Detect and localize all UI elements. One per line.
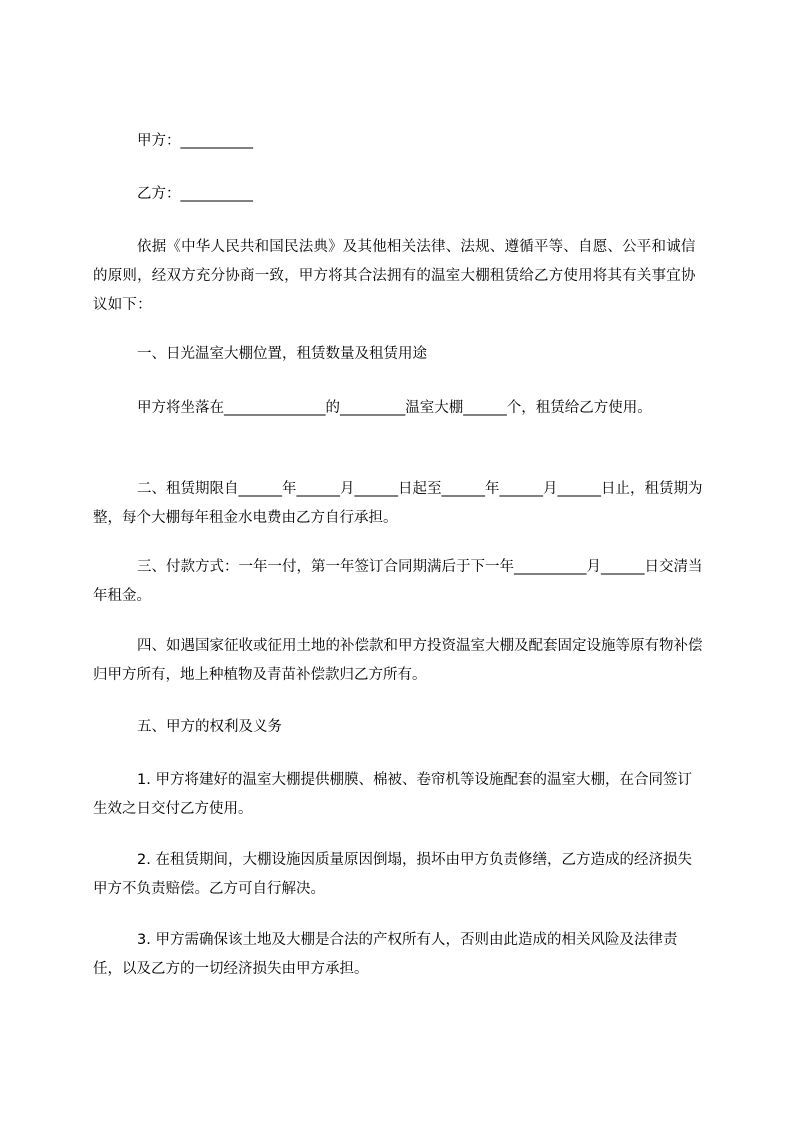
section-5-item-2: 2. 在租赁期间，大棚设施因质量原因倒塌，损坏由甲方负责修缮，乙方造成的经济损失甲方不负责赔偿。乙方可自行解决。 <box>93 852 692 897</box>
section-5-item-1: 1. 甲方将建好的温室大棚提供棚膜、棉被、卷帘机等设施配套的温室大棚，在合同签订生效之日交付乙方使用。 <box>93 772 692 817</box>
party-b-line: 乙方：__________ <box>137 186 253 202</box>
party-a-line: 甲方：__________ <box>137 133 253 149</box>
section-3-paragraph: 三、付款方式：一年一付，第一年签订合同期满后于下一年__________月______日交清当年租金。 <box>93 559 703 604</box>
section-4-paragraph: 四、如遇国家征收或征用土地的补偿款和甲方投资温室大棚及配套固定设施等原有物补偿归甲方所有，地上种植物及青苗补偿款归乙方所有。 <box>93 638 703 683</box>
intro-paragraph: 依据《中华人民共和国民法典》及其他相关法律、法规、遵循平等、自愿、公平和诚信的原则，经双方充分协商一致，甲方将其合法拥有的温室大棚租赁给乙方使用将其有关事宜协议如下： <box>93 239 696 313</box>
section-5-title: 五、甲方的权利及义务 <box>137 719 282 735</box>
section-2-paragraph: 二、租赁期限自______年______月______日起至______年______月______日止，租赁期为整，每个大棚每年租金水电费由乙方自行承担。 <box>93 481 703 526</box>
section-1-title: 一、日光温室大棚位置，租赁数量及租赁用途 <box>137 346 427 362</box>
section-1-body: 甲方将坐落在______________的_________温室大棚______个，租赁给乙方使用。 <box>137 400 652 416</box>
section-5-item-3: 3. 甲方需确保该土地及大棚是合法的产权所有人，否则由此造成的相关风险及法律责任，以及乙方的一切经济损失由甲方承担。 <box>93 932 678 977</box>
